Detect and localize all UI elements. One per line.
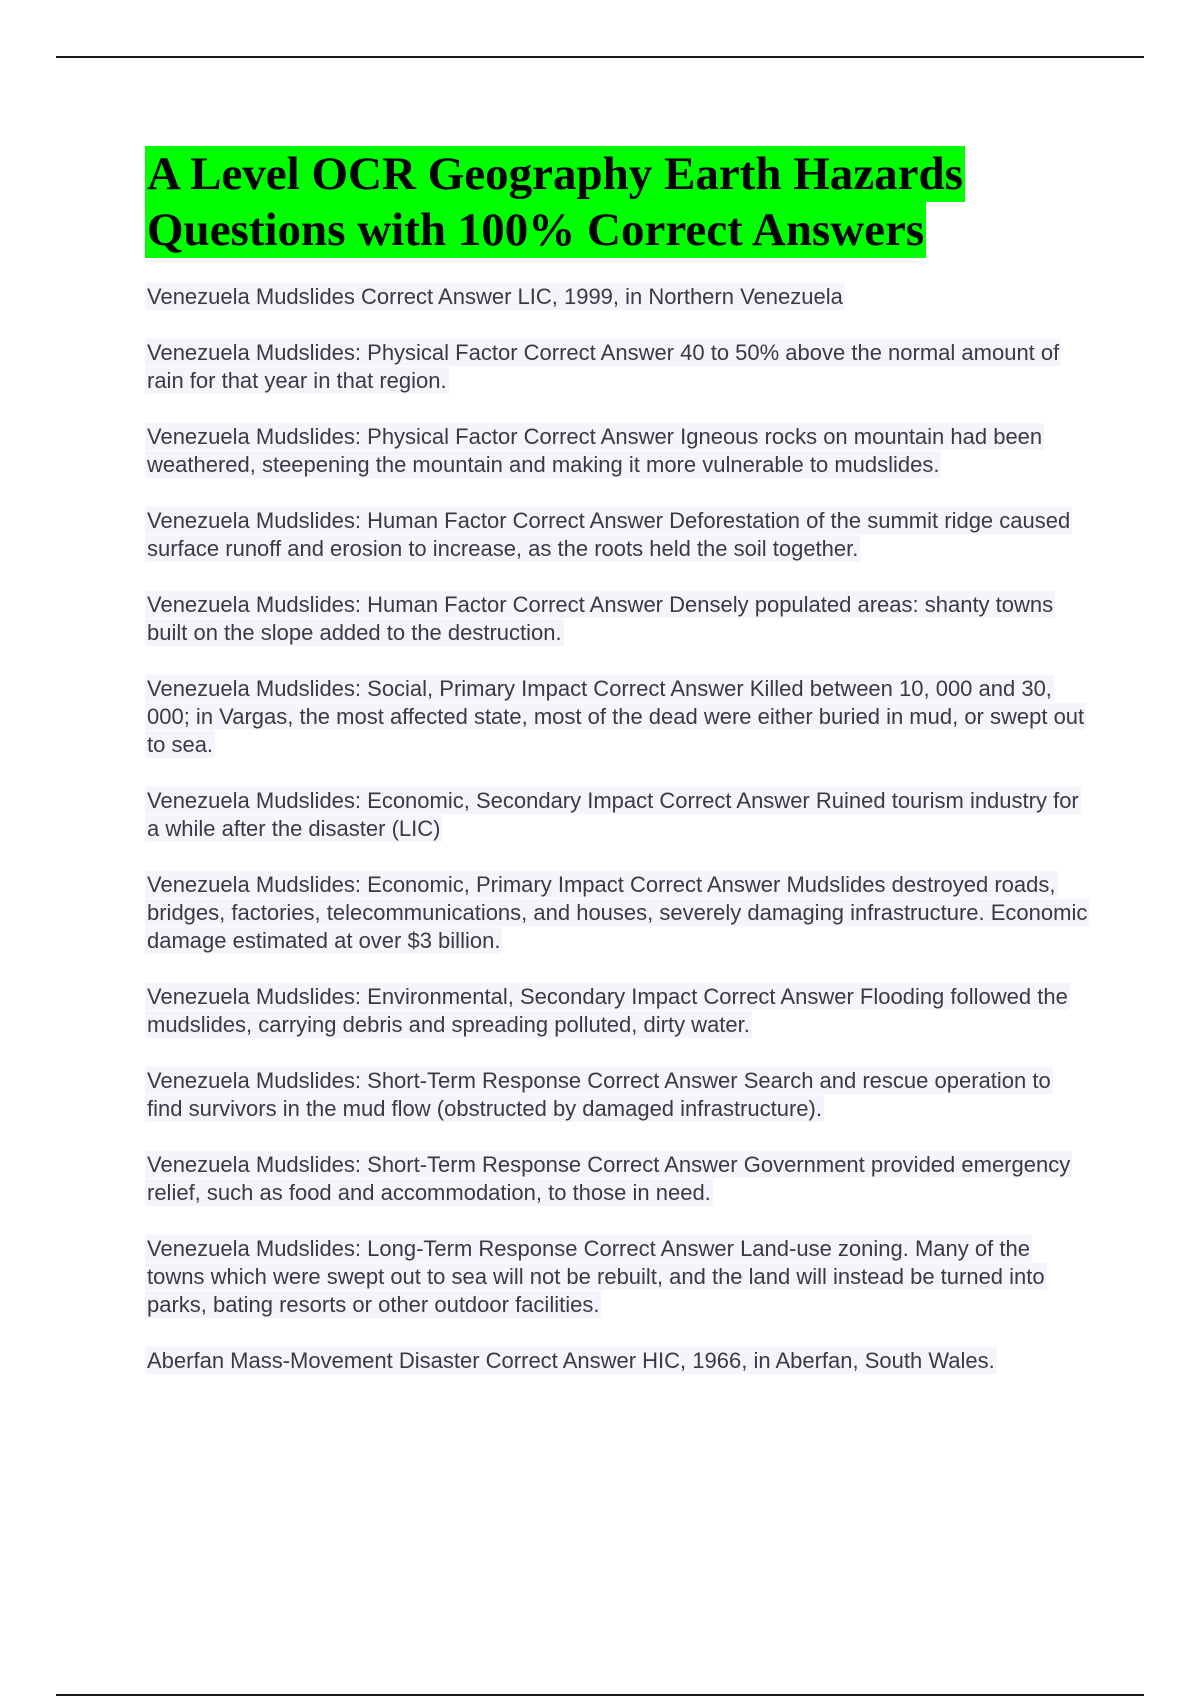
list-item — [145, 675, 1090, 759]
question-answer-list — [145, 283, 1090, 1403]
top-rule — [56, 56, 1144, 58]
bottom-rule — [56, 1694, 1144, 1696]
list-item — [145, 339, 1090, 395]
question-answer-text: Venezuela Mudslides: Short-Term Response Correct Answer Government provided emergency relief, such as food and accommodation, to those in need. — [147, 1152, 1071, 1205]
document-title — [145, 146, 1045, 258]
list-item — [145, 507, 1090, 563]
question-answer-text: Venezuela Mudslides: Physical Factor Correct Answer 40 to 50% above the normal amount of rain for that year in that region. — [147, 340, 1060, 393]
list-item — [145, 283, 1090, 311]
list-item — [145, 871, 1090, 955]
list-item — [145, 787, 1090, 843]
list-item — [145, 1235, 1090, 1319]
list-item — [145, 983, 1090, 1039]
list-item — [145, 591, 1090, 647]
list-item — [145, 1151, 1090, 1207]
question-answer-text: Aberfan Mass-Movement Disaster Correct Answer HIC, 1966, in Aberfan, South Wales. — [147, 1348, 995, 1373]
question-answer-text: Venezuela Mudslides: Human Factor Correct Answer Deforestation of the summit ridge caused surface runoff and erosion to increase, as the roots held the soil together. — [147, 508, 1071, 561]
question-answer-text: Venezuela Mudslides: Long-Term Response Correct Answer Land-use zoning. Many of the towns which were swept out to sea will not be rebuilt, and the land will instead be turned into parks, bating resorts or other outdoor facilities. — [147, 1236, 1045, 1317]
list-item — [145, 1067, 1090, 1123]
question-answer-text: Venezuela Mudslides: Environmental, Secondary Impact Correct Answer Flooding followed the mudslides, carrying debris and spreading polluted, dirty water. — [147, 984, 1068, 1037]
question-answer-text: Venezuela Mudslides: Human Factor Correct Answer Densely populated areas: shanty towns built on the slope added to the destruction. — [147, 592, 1054, 645]
question-answer-text: Venezuela Mudslides: Social, Primary Impact Correct Answer Killed between 10, 000 and 30, 000; in Vargas, the most affected state, most of the dead were either buried in mud, or swept out to sea. — [147, 676, 1085, 757]
title-line-2: Questions with 100% Correct Answers — [147, 204, 925, 256]
question-answer-text: Venezuela Mudslides: Economic, Secondary Impact Correct Answer Ruined tourism industry for a while after the disaster (LIC) — [147, 788, 1079, 841]
question-answer-text: Venezuela Mudslides Correct Answer LIC, 1999, in Northern Venezuela — [147, 284, 843, 309]
list-item — [145, 423, 1090, 479]
question-answer-text: Venezuela Mudslides: Physical Factor Correct Answer Igneous rocks on mountain had been weathered, steepening the mountain and making it more vulnerable to mudslides. — [147, 424, 1043, 477]
title-line-1: A Level OCR Geography Earth Hazards — [147, 148, 963, 200]
list-item — [145, 1347, 1090, 1375]
question-answer-text: Venezuela Mudslides: Short-Term Response Correct Answer Search and rescue operation to find survivors in the mud flow (obstructed by damaged infrastructure). — [147, 1068, 1051, 1121]
question-answer-text: Venezuela Mudslides: Economic, Primary Impact Correct Answer Mudslides destroyed roads, bridges, factories, telecommunications, and houses, severely damaging infrastructure. Economic damage estimated at over $3 billion. — [147, 872, 1088, 953]
